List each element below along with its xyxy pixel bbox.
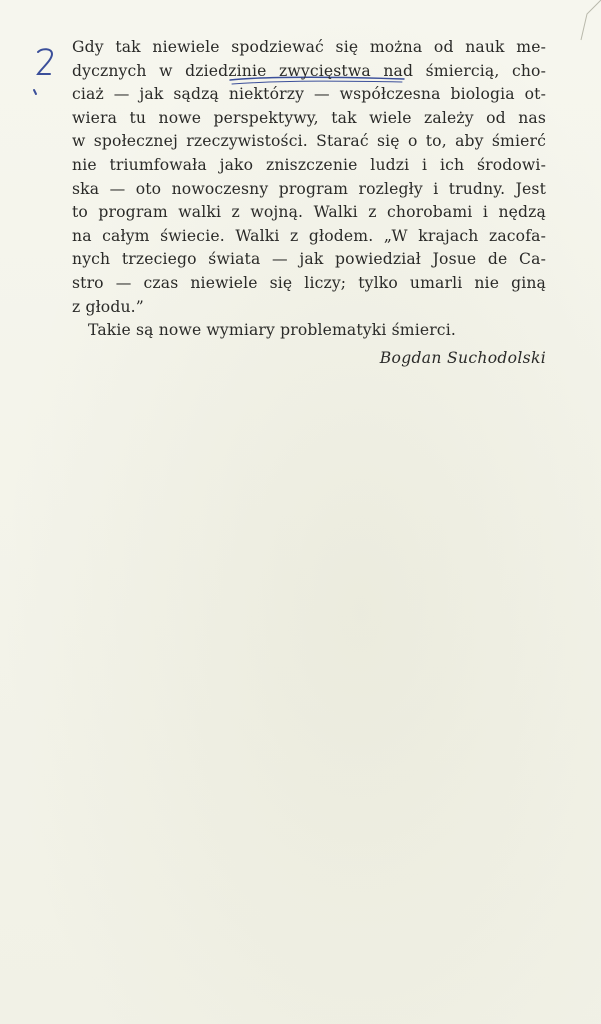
author-signature: Bogdan Suchodolski [379,349,546,367]
text-line: to program walki z wojną. Walki z chorobami i nędzą [72,203,546,222]
page-corner-fold-icon [541,0,601,60]
text-line: wiera tu nowe perspektywy, tak wiele zależy od nas [72,108,546,127]
text-line: dycznych w dziedzinie zwycięstwa nad śmiercią, cho- [72,61,546,80]
text-line: nie triumfowała jako zniszczenie ludzi i ich środowi- [72,155,546,174]
text-line: stro — czas niewiele się liczy; tylko umarli nie giną [72,273,546,292]
text-line: na całym świecie. Walki z głodem. „W krajach zacofa- [72,226,546,245]
text-line: Gdy tak niewiele spodziewać się można od nauk me- [72,38,546,56]
text-line: ciaż — jak sądzą niektórzy — współczesna biologia ot- [72,85,546,104]
text-line: ska — oto nowoczesny program rozległy i trudny. Jest [72,179,546,198]
text-line: w społecznej rzeczywistości. Starać się o to, aby śmierć [72,132,546,151]
text-line: z głodu.” [72,297,144,316]
handwritten-mark-icon [28,44,62,100]
text-line: nych trzeciego świata — jak powiedział Josue de Ca- [72,250,546,269]
closing-line: Takie są nowe wymiary problematyki śmierci. [88,321,456,340]
body-text [72,36,546,343]
